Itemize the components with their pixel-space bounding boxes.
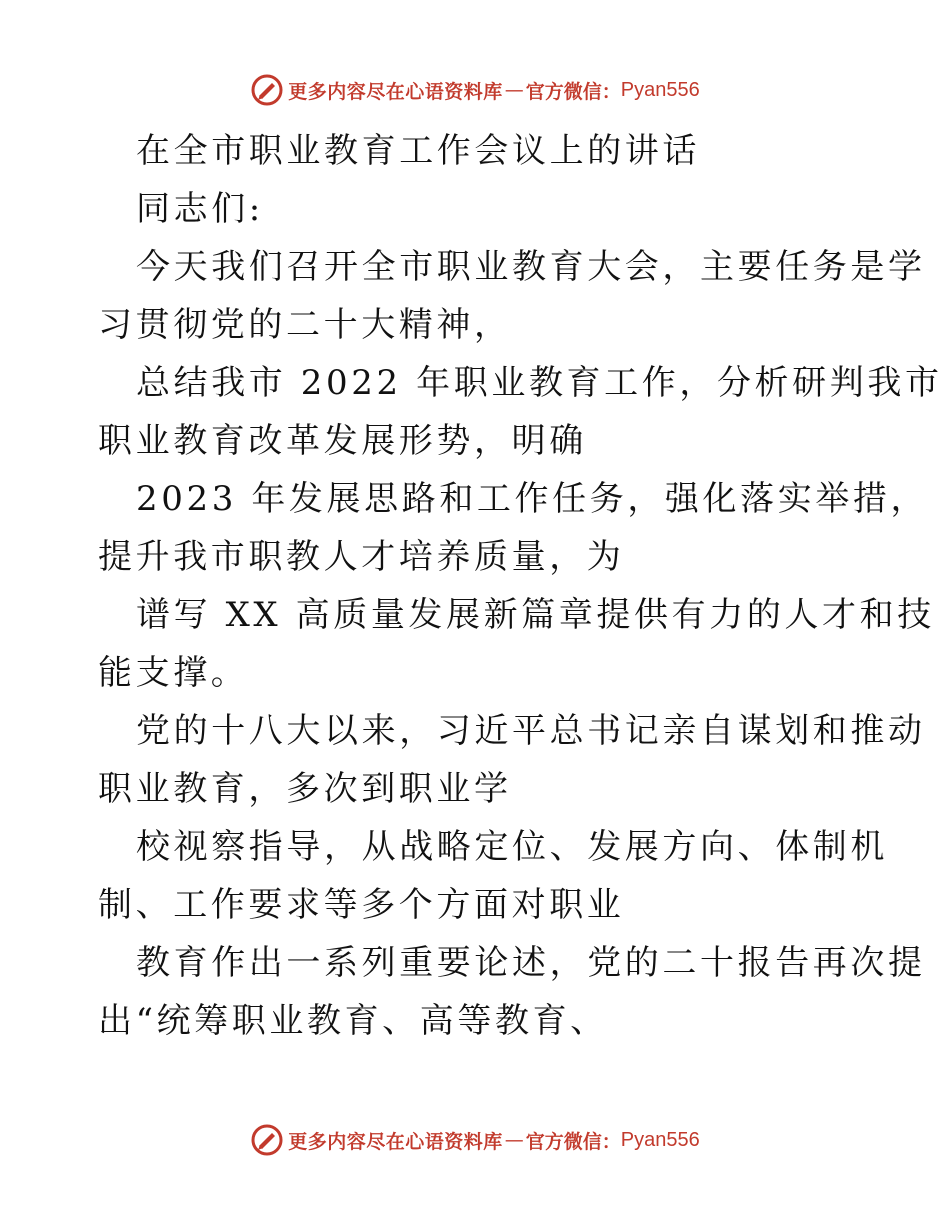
doc-line: 出“统筹职业教育、高等教育、 (98, 1001, 608, 1041)
banner-brand-text: 更多内容尽在心语资料库 (288, 80, 503, 103)
footer-banner (0, 1120, 950, 1160)
doc-line: 职业教育，多次到职业学 (98, 769, 512, 809)
doc-line: 职业教育改革发展形势，明确 (98, 421, 587, 461)
banner-separator: — (504, 79, 524, 101)
doc-line: 能支撑。 (98, 653, 249, 693)
doc-line: 教育作出一系列重要论述，党的二十报告再次提 (136, 943, 926, 983)
doc-line: 在全市职业教育工作会议上的讲话 (136, 131, 700, 171)
banner-separator: — (504, 1129, 524, 1151)
doc-line: 校视察指导，从战略定位、发展方向、体制机 (136, 827, 888, 867)
doc-line: 2023 年发展思路和工作任务，强化落实举措， (136, 479, 929, 519)
banner-wechat-id: Pyan556 (620, 78, 700, 101)
doc-line: 党的十八大以来，习近平总书记亲自谋划和推动 (136, 711, 926, 751)
doc-line: 今天我们召开全市职业教育大会，主要任务是学 (136, 247, 926, 287)
banner-wechat-label: 官方微信： (525, 1130, 621, 1153)
logo-icon (250, 1123, 284, 1157)
doc-line: 习贯彻党的二十大精神， (98, 305, 512, 345)
banner-wechat-id: Pyan556 (620, 1128, 700, 1151)
doc-line: 提升我市职教人才培养质量，为 (98, 537, 625, 577)
doc-line: 同志们: (136, 189, 264, 229)
doc-line: 谱写 XX 高质量发展新篇章提供有力的人才和技 (136, 595, 935, 635)
banner-wechat-label: 官方微信： (525, 80, 621, 103)
doc-line: 总结我市 2022 年职业教育工作，分析研判我市 (136, 363, 943, 403)
logo-icon (250, 73, 284, 107)
document-body (98, 122, 943, 1050)
doc-line: 制、工作要求等多个方面对职业 (98, 885, 625, 925)
header-banner (0, 70, 950, 110)
banner-brand-text: 更多内容尽在心语资料库 (288, 1130, 503, 1153)
